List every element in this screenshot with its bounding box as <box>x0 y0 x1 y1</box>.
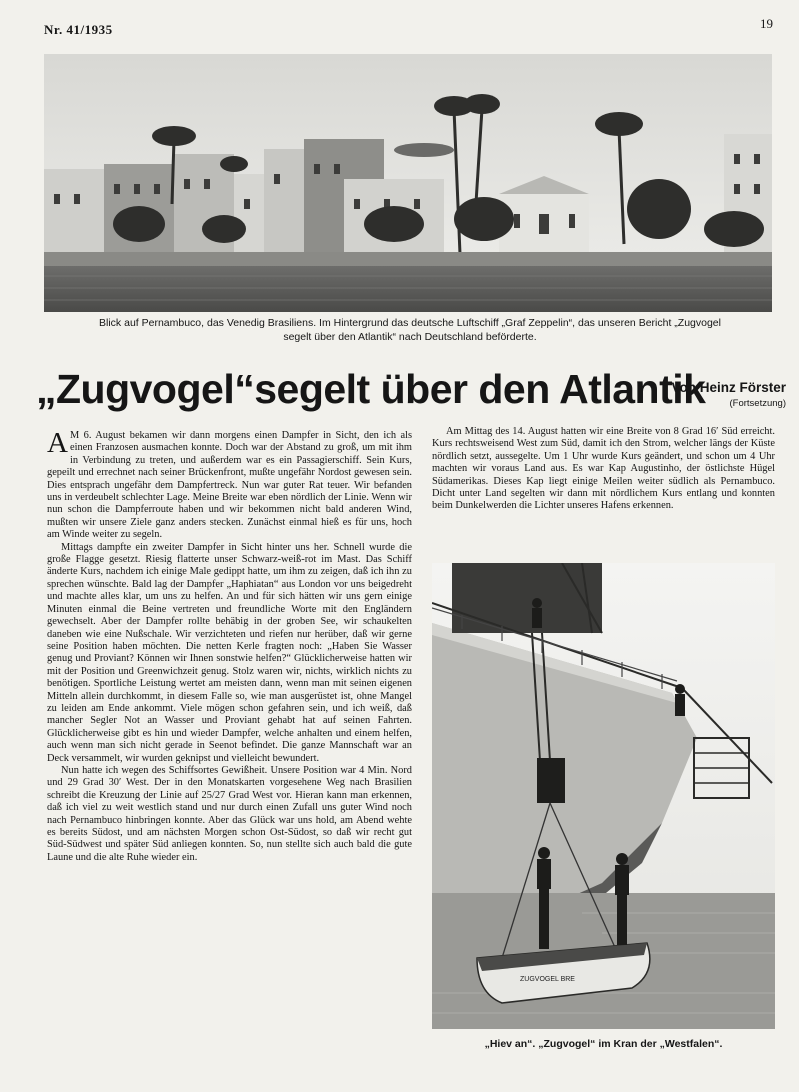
paragraph: A M 6. August bekamen wir dann morgens einen Dampfer in Sicht, den ich als einen Franzosen ausmachen konnte. Doch war der Abstand zu groß, um mit ihm in Verbindung zu treten, und außerdem war es ein Passagierschiff. Sein Kurs, gepeilt und errechnet nach seiner Brückenfront, mußte ungefähr Nordost gewesen sein. Dies entsprach ungefähr dem Dampfertreck. Nun war guter Rat teuer. Wir befanden uns in verdeubelt schlechter Lage. Meine Breite war eben nördlich der Linie. Wenn wir nun schon die Dampferroute haben und wir bekommen nicht bald anderen Wind, mußten wir unsere Ziele ganz anders stecken. Zunächst einmal hieß es für uns, hoch am Winde weiter zu segeln. <box>47 427 412 541</box>
drop-cap: A <box>47 427 68 459</box>
paragraph: Mittags dampfte ein zweiter Dampfer in Sicht hinter uns her. Schnell wurde die große Flagge gesetzt. Riesig flatterte unser Schwarz-weiß-rot im Mast. Das Schiff änderte Kurs, nachdem ich einige Male gedippt hatte, um ihm zu zeigen, daß ich ihn zu sprechen wünschte. Bald lag der Dampfer „Haphiatan“ aus London vor uns beigedreht und machte alles klar, um uns zu helfen. An und für sich hätten wir uns gern einige Minuten einmal die Beine vertreten und freundliche Worte mit den Engländern gewechselt. Aber der Dampfer rollte behäbig in der groben See, wir schaukelten daneben wie eine Nußschale. Wir verzichteten und riefen nur herüber, daß wir gerne seine Position haben möchten. Die netten Kerle fragten noch: „Haben Sie Wasser genug und Proviant? Können wir Ihnen sonstwie helfen?“ Glücklicherweise hatten wir mit der Position und Greenwichzeit genug. Stolz waren wir, nichts, wirklich nichts zu benötigen. Sportliche Leistung wertet am meisten dann, wenn man mit seinen eigenen Mitteln allein durchkommt, in diesem Falle so, wie man ausgerüstet ist, ohne Mangel zu leiden am Ende ankommt. Viele mögen schon gefahren sein, und ich weiß, daß mancher Segler Not an Wasser und Proviant gehabt hat auf seinen Fahrten. Glücklicherweise gibt es hin und wieder Dampfer, welche anhalten und einem helfen, auch wenn man sich nicht gerade in Seenot befindet. Die ganze Mannschaft war an Deck versammelt, wir wurden geknipst und vielleicht bewundert. <box>47 541 412 764</box>
article-author-block <box>656 380 786 412</box>
paragraph: Nun hatte ich wegen des Schiffsortes Gewißheit. Unsere Position war 4 Min. Nord und 29 Grad 30′ West. Der in den Monatskarten vorgesehene Weg nach Brasilien schreibt die Kreuzung der Linie auf 25/27 Grad West vor. Hieran kann man erkennen, daß ich viel zu weit westlich stand und nur durch einen Zufall uns guter Wind noch nach Pernambuco hinbringen konnte. Aber das Glück war uns hold, am Abend wehte es bereits Südost, und am nächsten Morgen schon Ost-Südost, so daß wir recht gut Süd-Südwest und später Süd anliegen konnten. So, nun stellte sich auch bald die gute Laune und die alte Ruhe wieder ein. <box>47 764 412 863</box>
hull-lettering: ZUGVOGEL BRE <box>520 976 575 983</box>
left-text-column <box>47 427 412 864</box>
zugvogel-crane-photo <box>432 563 775 1029</box>
article-title: „Zugvogel“segelt über den Atlantik <box>36 366 706 412</box>
author-name: Von Heinz Förster <box>671 380 786 395</box>
right-text-column <box>432 426 775 513</box>
continuation-note: (Fortsetzung) <box>729 398 786 409</box>
paragraph: Am Mittag des 14. August hatten wir eine Breite von 8 Grad 16′ Süd erreicht. Kurs rechtsweisend West zum Süd, damit ich den Strom, welcher längs der Küste nördlich setzt, aussegelte. Um 1 Uhr wurde Kurs geändert, und schon um 4 Uhr machten wir voraus Land aus. Es war Kap Augustinho, der östlichste Hügel Südamerikas. Dieses Kap liegt einige Meilen weiter südlich als Pernambuco. Dicht unter Land segelten wir dann mit nördlichem Kurs entlang und konnten beim Dunkelwerden die Lichter unseres Hafens erkennen. <box>432 426 775 512</box>
pernambuco-photo <box>44 54 772 312</box>
top-photo-caption <box>40 316 780 344</box>
page-number: 19 <box>760 16 773 31</box>
boat-photo-caption: „Hiev an“. „Zugvogel“ im Kran der „Westfalen“. <box>484 1038 723 1050</box>
issue-number: Nr. 41/1935 <box>44 22 113 37</box>
top-caption-line-1: Blick auf Pernambuco, das Venedig Brasiliens. Im Hintergrund das deutsche Luftschiff „Graf Zeppelin“, das unseren Bericht „Zugvogel <box>99 317 721 329</box>
top-caption-line-2: segelt über den Atlantik“ nach Deutschland beförderte. <box>283 331 537 343</box>
